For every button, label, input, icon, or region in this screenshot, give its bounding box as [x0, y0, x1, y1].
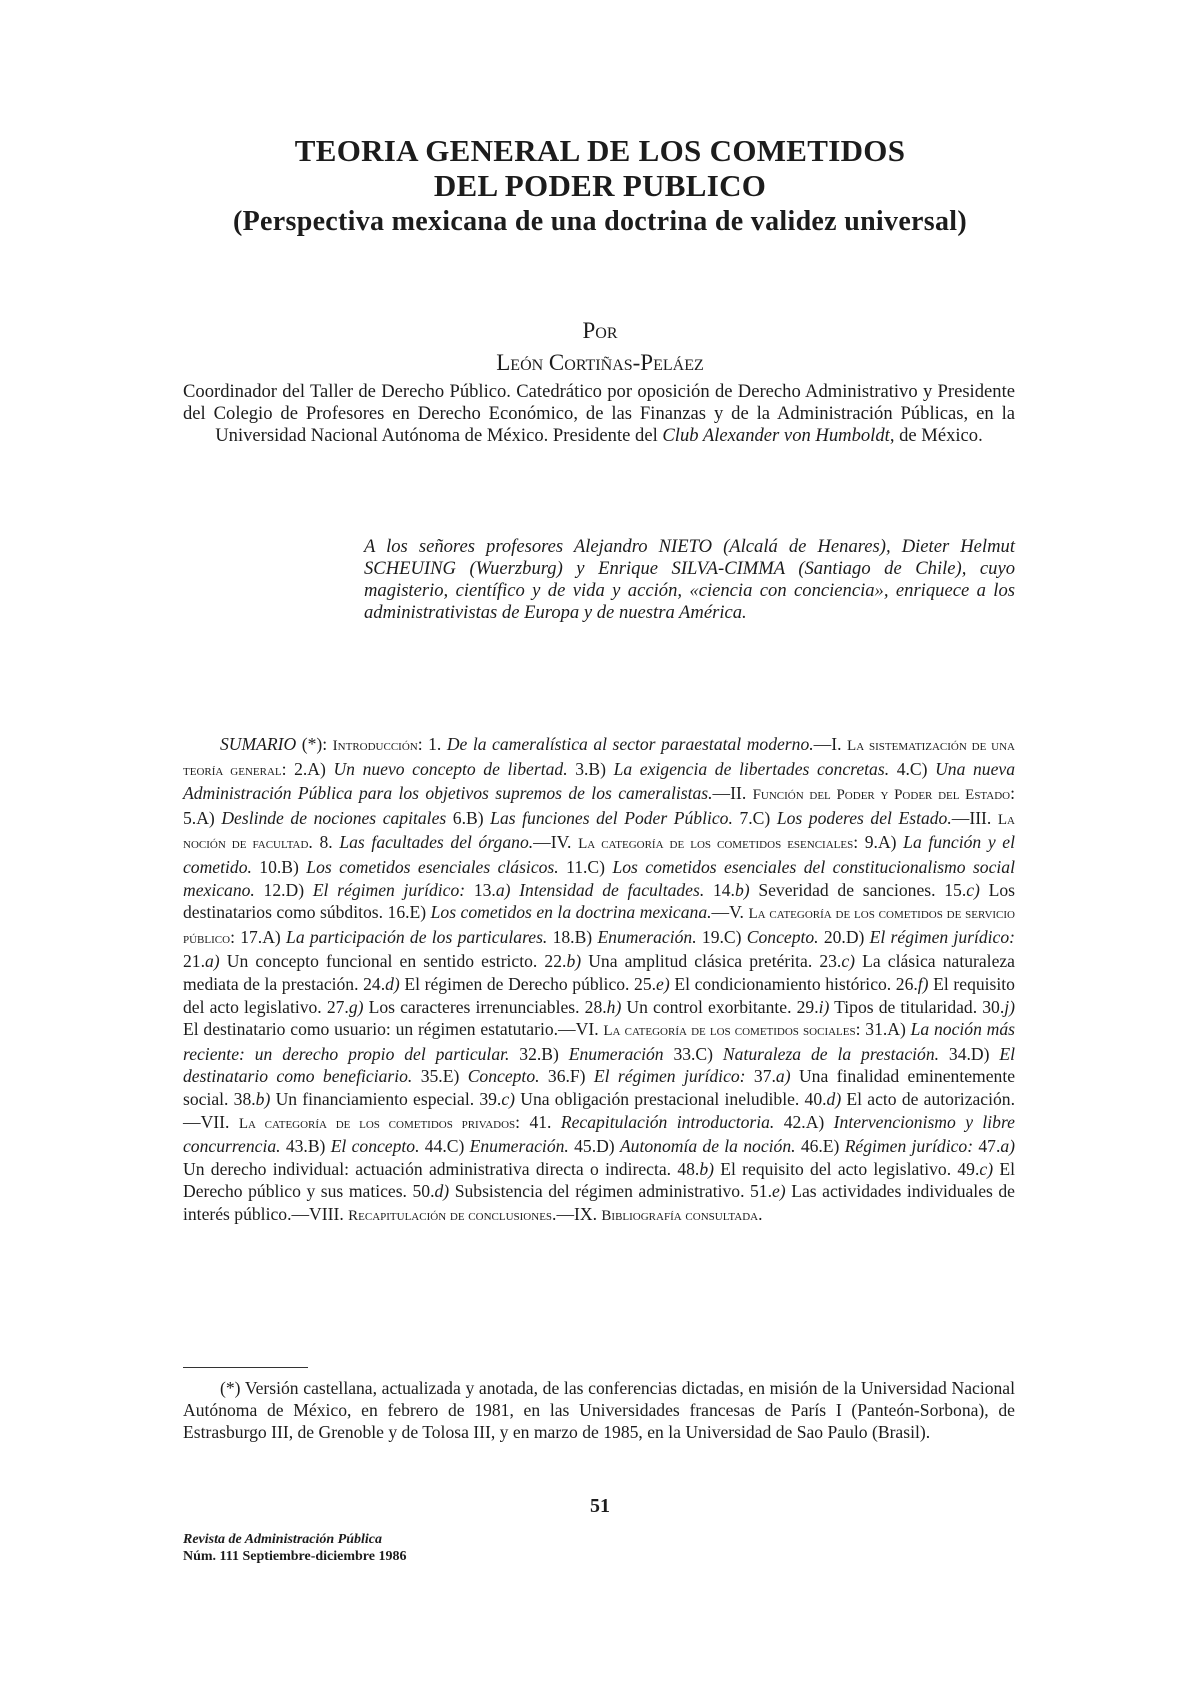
summary-segment: c): [841, 951, 855, 972]
summary-segment: d): [434, 1181, 450, 1202]
summary-segment: Una amplitud clásica pretérita. 23.: [581, 951, 842, 972]
summary-segment: De la cameralística al sector paraestatal moderno.: [446, 734, 814, 754]
summary-segment: El régimen jurídico:: [312, 879, 466, 900]
summary-segment: Enumeración.: [469, 1136, 569, 1157]
summary-segment: 7.C): [732, 807, 777, 828]
summary-segment: j): [1004, 996, 1015, 1017]
summary-segment: f): [917, 973, 929, 994]
summary-segment: a) Intensidad de facultades.: [495, 879, 705, 900]
summary-segment: Las actividades individuales de interés público.—VIII.: [183, 1181, 1015, 1224]
summary-segment: 44.C): [419, 1136, 470, 1157]
summary-segment: Las facultades del órgano.: [339, 832, 534, 853]
summary-segment: —I.: [813, 734, 848, 754]
summary-segment: Los destinatarios como súbditos. 16.E): [183, 879, 1016, 923]
summary-segment: Un control exorbitante. 29.: [621, 996, 819, 1017]
summary-segment: b): [255, 1088, 271, 1109]
summary-segment: 13.: [465, 879, 496, 900]
summary-segment: .—IX.: [552, 1203, 602, 1224]
summary-segment: Naturaleza de la prestación.: [722, 1043, 940, 1064]
summary-segment: Tipos de titularidad. 30.: [829, 996, 1005, 1017]
summary-segment: i): [818, 996, 830, 1017]
summary-segment: a): [205, 951, 220, 972]
subtitle: (Perspectiva mexicana de una doctrina de validez universal): [233, 206, 967, 237]
summary-segment: 14.: [704, 879, 735, 900]
summary-segment: Una nueva Administración Pública para los objetivos supremos de los cameralistas.: [183, 758, 1016, 804]
summary-segment: c): [501, 1088, 516, 1109]
summary-segment: a): [1000, 1136, 1016, 1157]
summary-segment: 43.B): [280, 1136, 331, 1157]
summary-segment: Una obligación prestacional ineludible. 40.: [515, 1088, 827, 1109]
summary-segment: : 41.: [515, 1111, 561, 1132]
affiliation-text-2: , de México.: [889, 425, 983, 446]
summary-segment: d): [826, 1088, 842, 1109]
affiliation-text-1: Coordinador del Taller de Derecho Público. Catedrático por oposición de Derecho Administrativo y Presidente del Colegio de Profesores en Derecho Económico, de las Finanzas y de la Administración Públicas, en la Universidad Nacional Autónoma de México. Presidente del: [183, 381, 1015, 446]
summary-segment: : 31.A): [855, 1019, 911, 1040]
summary-segment: El régimen jurídico:: [869, 926, 1016, 947]
summary-segment: —V.: [711, 902, 749, 923]
summary-segment: c): [966, 879, 980, 900]
summary-segment: La noción más reciente: un derecho propio del particular.: [183, 1019, 1015, 1064]
summary-segment: —IV.: [533, 832, 579, 853]
summary-segment: 3.B): [567, 758, 614, 779]
summary-segment: 11.C): [558, 856, 613, 877]
summary-segment: 37.: [745, 1066, 776, 1087]
summary-segment: : 9.A): [853, 832, 904, 853]
summary-segment: g): [348, 996, 364, 1017]
summary-segment: d): [385, 973, 400, 994]
summary-segment: 47.: [973, 1136, 1001, 1157]
summary-segment: : 2.A): [281, 758, 334, 779]
summary-segment: b): [699, 1158, 714, 1179]
summary-segment: Subsistencia del régimen administrativo. 51.: [449, 1181, 772, 1202]
summary-segment: El régimen de Derecho público. 25.: [399, 973, 657, 994]
summary-segment: —II.: [712, 783, 753, 804]
summary-paragraph: [183, 733, 1015, 1227]
summary-segment: 36.F): [539, 1066, 594, 1087]
title-line-1: TEORIA GENERAL DE LOS COMETIDOS: [294, 133, 906, 168]
summary-segment: La sistematización de una teoría general: [183, 738, 1015, 779]
summary-segment: 19.C): [696, 926, 747, 947]
summary-segment: Recapitulación introductoria.: [560, 1111, 775, 1132]
summary-segment: La noción de facultad: [183, 811, 1015, 853]
summary-segment: c): [979, 1158, 994, 1179]
byline-por: Por: [582, 318, 618, 343]
summary-segment: Una finalidad eminentemente social. 38.: [183, 1066, 1016, 1109]
summary-segment: El Derecho público y sus matices. 50.: [183, 1158, 1015, 1202]
summary-segment: Un derecho individual: actuación administrativa directa o indirecta. 48.: [183, 1158, 700, 1179]
journal-name: Revista de Administración Pública: [183, 1532, 382, 1547]
summary-segment: Los poderes del Estado.: [776, 807, 952, 828]
summary-segment: La categoría de los cometidos de servicio público: [183, 906, 1016, 947]
summary-segment: Los cometidos esenciales del constitucionalismo social mexicano.: [183, 856, 1015, 900]
title-line-2: DEL PODER PUBLICO: [433, 168, 767, 203]
summary-segment: .: [758, 1203, 763, 1224]
summary-segment: Deslinde de nociones capitales: [221, 807, 447, 828]
summary-segment: Los caracteres irrenunciables. 28.: [363, 996, 607, 1017]
summary-segment: La función y el cometido.: [183, 832, 1016, 877]
summary-segment: b): [734, 879, 750, 900]
journal-issue: Núm. 111 Septiembre-diciembre 1986: [183, 1549, 407, 1564]
summary-segment: 35.E): [412, 1066, 468, 1087]
summary-segment: El condicionamiento histórico. 26.: [669, 973, 918, 994]
summary-segment: SUMARIO: [220, 734, 297, 754]
summary-segment: El acto de autorización.—VII.: [183, 1088, 1015, 1132]
summary-segment: La participación de los particulares.: [286, 926, 548, 947]
summary-segment: Severidad de sanciones. 15.: [749, 879, 967, 900]
summary-segment: 42.A): [774, 1111, 834, 1132]
summary-segment: Las funciones del Poder Público.: [490, 807, 733, 828]
summary-segment: 12.D): [254, 879, 313, 900]
summary-segment: El concepto.: [330, 1136, 420, 1157]
summary-segment: La categoría de los cometidos esenciales: [578, 836, 854, 853]
summary-segment: Un financiamiento especial. 39.: [270, 1088, 502, 1109]
summary-segment: Recapitulación de conclusiones: [348, 1207, 553, 1224]
summary-segment: El régimen jurídico:: [593, 1066, 746, 1087]
summary-segment: La clásica naturaleza mediata de la prestación. 24.: [183, 951, 1015, 994]
summary-segment: (*):: [296, 734, 333, 754]
summary-segment: : 17.A): [230, 926, 287, 947]
summary-segment: Concepto.: [467, 1066, 540, 1087]
summary-segment: 45.D): [568, 1136, 620, 1157]
footnote: (*) Versión castellana, actualizada y anotada, de las conferencias dictadas, en misión de la Universidad Nacional Autónoma de México, en febrero de 1981, en las Universidades francesas de París I (Panteón-Sorbona), de Estrasburgo III, de Grenoble y de Tolosa III, y en marzo de 1985, en la Universidad de Sao Paulo (Brasil).: [183, 1378, 1015, 1442]
summary-segment: La exigencia de libertades concretas.: [613, 758, 890, 779]
summary-segment: 34.D): [939, 1043, 1000, 1064]
summary-segment: 20.D): [818, 926, 870, 947]
summary-segment: 21.: [183, 951, 205, 972]
summary-segment: Los cometidos en la doctrina mexicana.: [430, 902, 712, 923]
summary-segment: e): [656, 973, 670, 994]
summary-segment: b): [566, 951, 582, 972]
summary-segment: El destinatario como usuario: un régimen estatutario.—VI.: [183, 1019, 604, 1040]
author-name: León Cortiñas-Peláez: [496, 350, 704, 375]
summary-segment: . 8.: [308, 832, 340, 853]
summary-segment: Un concepto funcional en sentido estricto. 22.: [219, 951, 567, 972]
summary-segment: Función del Poder y Poder del Estado: [752, 787, 1011, 804]
summary-segment: Intervencionismo y libre concurrencia.: [183, 1111, 1015, 1157]
summary-segment: Concepto.: [746, 926, 819, 947]
page-number: 51: [590, 1495, 610, 1517]
summary-segment: Los cometidos esenciales clásicos.: [306, 856, 559, 877]
summary-segment: h): [606, 996, 622, 1017]
summary-segment: : 5.A): [183, 783, 1015, 828]
summary-segment: Bibliografía consultada: [601, 1207, 759, 1224]
summary-segment: 46.E): [795, 1136, 845, 1157]
summary-segment: El requisito del acto legislativo. 49.: [713, 1158, 980, 1179]
author-affiliation: [183, 381, 1015, 447]
affiliation-club: Club Alexander von Humboldt: [662, 425, 890, 446]
summary-segment: e): [772, 1181, 786, 1202]
summary-segment: Régimen jurídico:: [844, 1136, 974, 1157]
summary-segment: a): [775, 1066, 791, 1087]
summary-segment: El destinatario como beneficiario.: [183, 1043, 1015, 1087]
summary-segment: 32.B): [509, 1043, 569, 1064]
summary-segment: La categoría de los cometidos privados: [238, 1115, 516, 1132]
footnote-rule: [183, 1367, 308, 1368]
summary-segment: 4.C): [889, 758, 936, 779]
summary-segment: : 1.: [417, 734, 447, 754]
summary-segment: 6.B): [446, 807, 491, 828]
summary-segment: La categoría de los cometidos sociales: [603, 1023, 856, 1040]
summary-segment: 18.B): [547, 926, 598, 947]
summary-segment: Introducción: [332, 738, 418, 754]
summary-segment: El requisito del acto legislativo. 27.: [183, 973, 1015, 1017]
summary-segment: Enumeración.: [597, 926, 697, 947]
summary-segment: Enumeración: [568, 1043, 664, 1064]
summary-segment: 33.C): [663, 1043, 723, 1064]
dedication: A los señores profesores Alejandro NIETO (Alcalá de Henares), Dieter Helmut SCHEUING (Wuerzburg) y Enrique SILVA-CIMMA (Santiago de Chile), cuyo magisterio, científico y de vida y acción, «ciencia con conciencia», enriquece a los administrativistas de Europa y de nuestra América.: [364, 536, 1015, 623]
summary-segment: Un nuevo concepto de libertad.: [333, 758, 568, 779]
summary-segment: 10.B): [251, 856, 307, 877]
summary-segment: Autonomía de la noción.: [619, 1136, 796, 1157]
summary-segment: —III.: [951, 807, 998, 828]
